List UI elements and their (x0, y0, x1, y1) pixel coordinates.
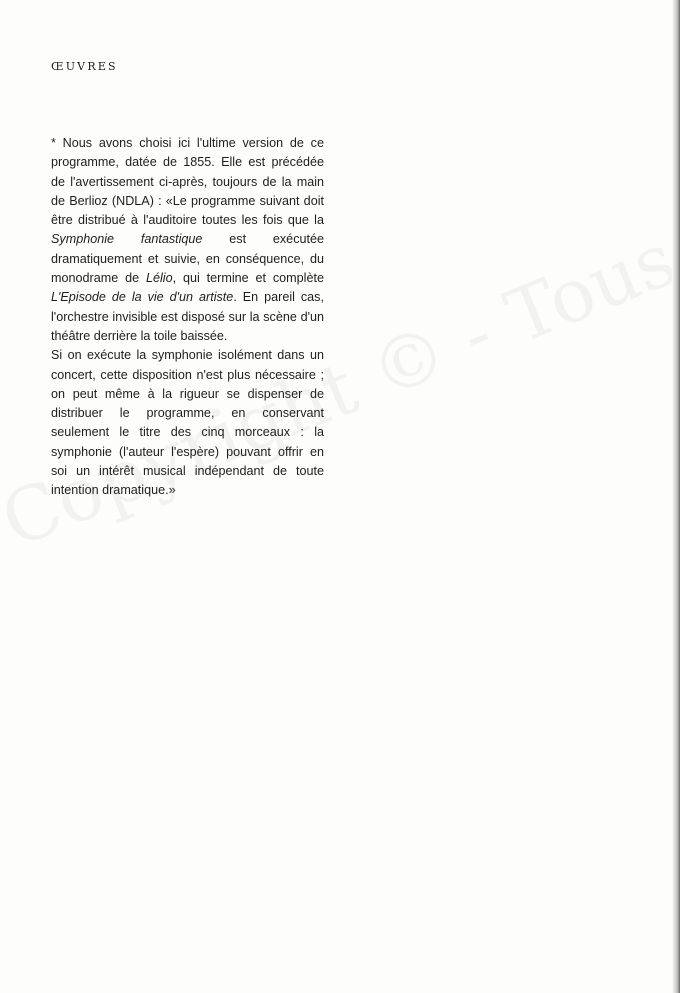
work-title-lelio: Lélio (145, 271, 173, 286)
footnote-text-1d: . En pareil cas, l'orchestre invisible est disposé sur la scène d'un théâtre derrière la toile baissée. (51, 290, 324, 343)
footnote-text-1b: est exécutée dramatiquement et suivie, en conséquence, du monodrame de (51, 232, 324, 286)
footnote-paragraph-2: Si on exécute la symphonie isolément dans un concert, cette disposition n'est plus nécessaire ; on peut même à la rigueur se dispenser de distribuer le programme, en conservant seulement le titre des cinq morceaux : la symphonie (l'auteur l'espère) pouvant offrir en soi un intérêt musical indépendant de toute intention dramatique.» (51, 348, 324, 498)
scan-border (672, 0, 680, 993)
footnote-paragraph-1 (51, 134, 324, 346)
running-header: ŒUVRES (51, 60, 118, 73)
work-title-symphonie: Symphonie fantastique (51, 232, 203, 247)
footnote-text-1a: * Nous avons choisi ici l'ultime version de ce programme, datée de 1855. Elle est précédée de l'avertissement ci-après, toujours de la main de Berlioz (NDLA) : «Le programme suivant doit être distribué à l'auditoire toutes les fois que la (51, 136, 324, 228)
footnote-block (51, 134, 324, 501)
work-title-episode: L'Episode de la vie d'un artiste (51, 290, 234, 305)
footnote-text-1c: , qui termine et complète (172, 271, 324, 286)
